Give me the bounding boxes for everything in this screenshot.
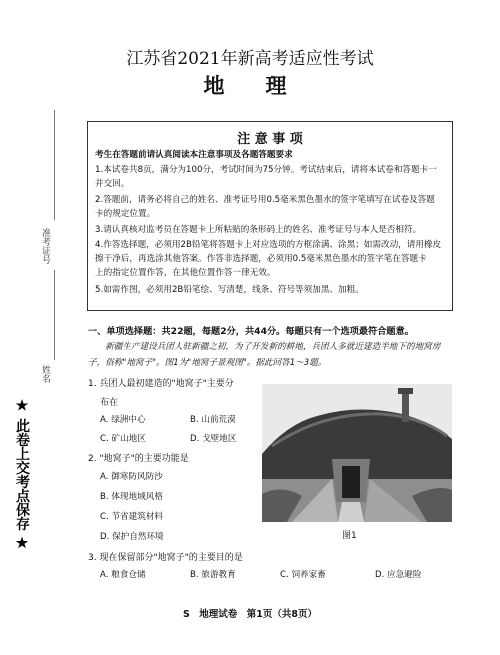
notice-item: 3.请认真核对监考员在答题卡上所粘贴的条形码上的姓名、准考证号与本人是否相符。 xyxy=(95,225,422,235)
question-3-stem: 3. 现在保留部分"地窝子"的主要目的是 xyxy=(88,553,243,563)
notice-item: 1.本试卷共8页，满分为100分，考试时间为75分钟。考试结束后，请将本试卷和答题卡一 xyxy=(95,165,437,175)
question-2-option-c[interactable]: C. 节省建筑材料 xyxy=(100,512,164,522)
question-1-stem: 1. 兵团人最初建造的"地窝子"主要分 xyxy=(88,379,234,389)
question-1-option-d[interactable]: D. 戈壁地区 xyxy=(190,434,237,444)
notice-item: 4.作答选择题，必须用2B铅笔将答题卡上对应选项的方框涂满、涂黑；如需改动，请用橡皮 xyxy=(95,240,442,250)
chimney xyxy=(402,392,409,422)
notice-heading: 注 意 事 项 xyxy=(237,132,303,147)
entrance-steps xyxy=(338,502,364,522)
exam-title: 江苏省2021年新高考适应性考试 xyxy=(126,49,374,69)
dugout-photo xyxy=(262,384,452,522)
notice-item: 擦干净后，再选涂其他答案。作答非选择题，必须用0.5毫米黑色墨水的签字笔在答题卡 xyxy=(95,254,427,264)
chimney-cap xyxy=(398,388,413,394)
margin-line xyxy=(54,270,55,360)
entrance-door xyxy=(342,466,360,498)
confidential-notice: ★ 此卷上交考点保存 ★ xyxy=(14,398,30,552)
notice-intro: 考生在答题前请认真阅读本注意事项及各题答题要求 xyxy=(95,150,293,160)
question-1-option-a[interactable]: A. 绿洲中心 xyxy=(100,415,146,425)
notice-item: 5.如需作图，必须用2B铅笔绘、写清楚，线条、符号等须加黑、加粗。 xyxy=(95,285,364,295)
margin-line xyxy=(54,110,55,220)
question-1-option-b[interactable]: B. 山前荒漠 xyxy=(190,415,236,425)
notice-item: 2.答题前，请务必将自己的姓名、准考证号用0.5毫米黑色墨水的签字笔填写在试卷及答题 xyxy=(95,195,435,205)
passage-line: 新疆生产建设兵团人驻新疆之初，为了开发新的耕地，兵团人多就近建造半地下的地窝房 xyxy=(88,342,441,352)
question-3-option-c[interactable]: C. 饲养家畜 xyxy=(280,570,326,580)
page-footer: S 地理试卷 第1页（共8页） xyxy=(182,609,318,620)
passage-line: 子，俗称"地窝子"。图1为"地窝子景观图"。据此回答1～3题。 xyxy=(88,358,327,368)
notice-item: 卡的规定位置。 xyxy=(95,209,156,219)
question-2-stem: 2. "地窝子"的主要功能是 xyxy=(88,454,189,464)
notice-item: 上的指定位置作答，在其他位置作答一律无效。 xyxy=(95,268,276,278)
name-label: 姓名 xyxy=(40,365,50,383)
question-2-option-b[interactable]: B. 体现地域风格 xyxy=(100,492,163,502)
question-3-option-a[interactable]: A. 粮食仓储 xyxy=(100,570,146,580)
figure-caption: 图1 xyxy=(342,531,357,541)
question-2-option-d[interactable]: D. 保护自然环境 xyxy=(100,532,164,542)
section-heading: 一、单项选择题：共22题，每题2分，共44分。每题只有一个选项最符合题意。 xyxy=(88,326,414,337)
question-3-option-b[interactable]: B. 旅游教育 xyxy=(190,570,236,580)
question-1-option-c[interactable]: C. 矿山地区 xyxy=(100,434,146,444)
admission-number-label: 准考证号 xyxy=(40,228,50,264)
notice-item: 并交回。 xyxy=(95,179,130,189)
question-2-option-a[interactable]: A. 御寒防风防沙 xyxy=(100,472,163,482)
question-1-stem-cont: 布在 xyxy=(100,398,119,408)
question-3-option-d[interactable]: D. 应急避险 xyxy=(375,570,422,580)
subject-title: 地 理 xyxy=(203,73,297,98)
